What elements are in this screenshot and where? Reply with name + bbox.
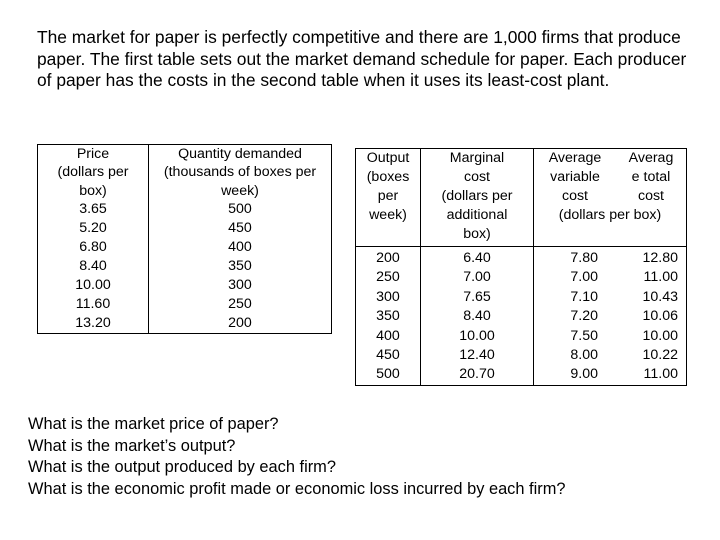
output-cell: 200: [356, 247, 421, 269]
marginal-cost-cell: 7.00: [421, 268, 534, 287]
average-variable-cost-cell: 7.50: [570, 327, 598, 344]
price-cell: 13.20: [38, 314, 149, 334]
table-row: [38, 238, 332, 257]
table-row: [38, 257, 332, 276]
table-row: [356, 327, 687, 346]
table-row: [38, 314, 332, 334]
marginal-cost-cell: 10.00: [421, 327, 534, 346]
marginal-cost-cell: 7.65: [421, 288, 534, 307]
price-header-line-1: Price: [38, 145, 149, 164]
average-total-cost-cell: 10.22: [642, 347, 678, 364]
quantity-cell: 250: [228, 296, 252, 313]
question-list: [28, 414, 565, 500]
average-total-cost-cell: 11.00: [643, 366, 678, 383]
table-row: [356, 268, 687, 287]
average-total-cost-cell: 11.00: [643, 269, 678, 286]
marginal-cost-cell: 20.70: [421, 365, 534, 385]
average-cost-unit: (dollars per box): [558, 207, 662, 223]
output-cell: 300: [356, 288, 421, 307]
table-row: [38, 219, 332, 238]
output-cell: 250: [356, 268, 421, 287]
marginal-cost-header: Marginal cost (dollars per additional box): [421, 149, 534, 247]
output-cell: 500: [356, 365, 421, 385]
table-row: [356, 307, 687, 326]
price-cell: 11.60: [38, 295, 149, 314]
question-1: What is the market price of paper?: [28, 415, 279, 433]
cost-table-header-row: [356, 149, 687, 247]
question-2: What is the market’s output?: [28, 436, 236, 455]
table-row: [356, 346, 687, 365]
average-variable-cost-cell: 9.00: [570, 366, 598, 383]
output-cell: 400: [356, 327, 421, 346]
average-total-cost-cell: 12.80: [642, 250, 678, 266]
quantity-cell: 450: [228, 220, 252, 237]
quantity-cell: 500: [228, 201, 252, 218]
average-variable-cost-cell: 7.10: [570, 288, 598, 305]
quantity-cell: 350: [228, 258, 252, 275]
price-header-line-2: (dollars per: [38, 163, 149, 181]
quantity-cell: 200: [228, 315, 252, 332]
marginal-cost-cell: 12.40: [421, 346, 534, 365]
intro-paragraph: The market for paper is perfectly competitive and there are 1,000 firms that produce paper. The first table sets out the market demand schedule for paper. Each producer of paper has the costs in the second table when it uses its least-cost plant.: [37, 27, 687, 91]
table-row: [356, 247, 687, 269]
price-cell: 6.80: [38, 238, 149, 257]
price-header-line-3: box): [38, 182, 149, 200]
demand-schedule-table: [37, 144, 332, 334]
table-row: [356, 288, 687, 307]
firm-cost-table: [355, 148, 687, 386]
price-cell: 8.40: [38, 257, 149, 276]
marginal-cost-cell: 8.40: [421, 307, 534, 326]
quantity-cell: 400: [228, 239, 252, 256]
price-cell: 3.65: [38, 200, 149, 219]
average-variable-cost-cell: 7.80: [570, 250, 598, 266]
average-total-cost-cell: 10.43: [642, 288, 678, 305]
quantity-header-line-1: Quantity demanded: [178, 146, 302, 162]
average-variable-cost-cell: 8.00: [570, 347, 598, 364]
marginal-cost-cell: 6.40: [421, 247, 534, 269]
quantity-header-line-3: week): [221, 182, 259, 199]
average-variable-cost-cell: 7.00: [570, 269, 598, 286]
average-total-cost-cell: 10.00: [642, 327, 678, 344]
quantity-header-line-2: (thousands of boxes per: [163, 164, 317, 181]
average-total-cost-cell: 10.06: [642, 308, 678, 325]
question-4: What is the economic profit made or economic loss incurred by each firm?: [28, 479, 566, 498]
output-cell: 450: [356, 346, 421, 365]
table-row: [38, 276, 332, 295]
quantity-cell: 300: [228, 277, 252, 294]
price-cell: 10.00: [38, 276, 149, 295]
price-cell: 5.20: [38, 219, 149, 238]
question-3: What is the output produced by each firm?: [28, 458, 336, 477]
average-cost-header: [534, 149, 687, 247]
output-header: Output (boxes per week): [356, 149, 421, 247]
table-row: [38, 295, 332, 314]
table-row: [38, 200, 332, 219]
average-total-cost-header: Averag e total cost: [628, 150, 674, 204]
output-cell: 350: [356, 307, 421, 326]
table-row: [356, 365, 687, 385]
average-variable-cost-cell: 7.20: [570, 308, 598, 325]
average-variable-cost-header: Average variable cost: [548, 150, 602, 204]
